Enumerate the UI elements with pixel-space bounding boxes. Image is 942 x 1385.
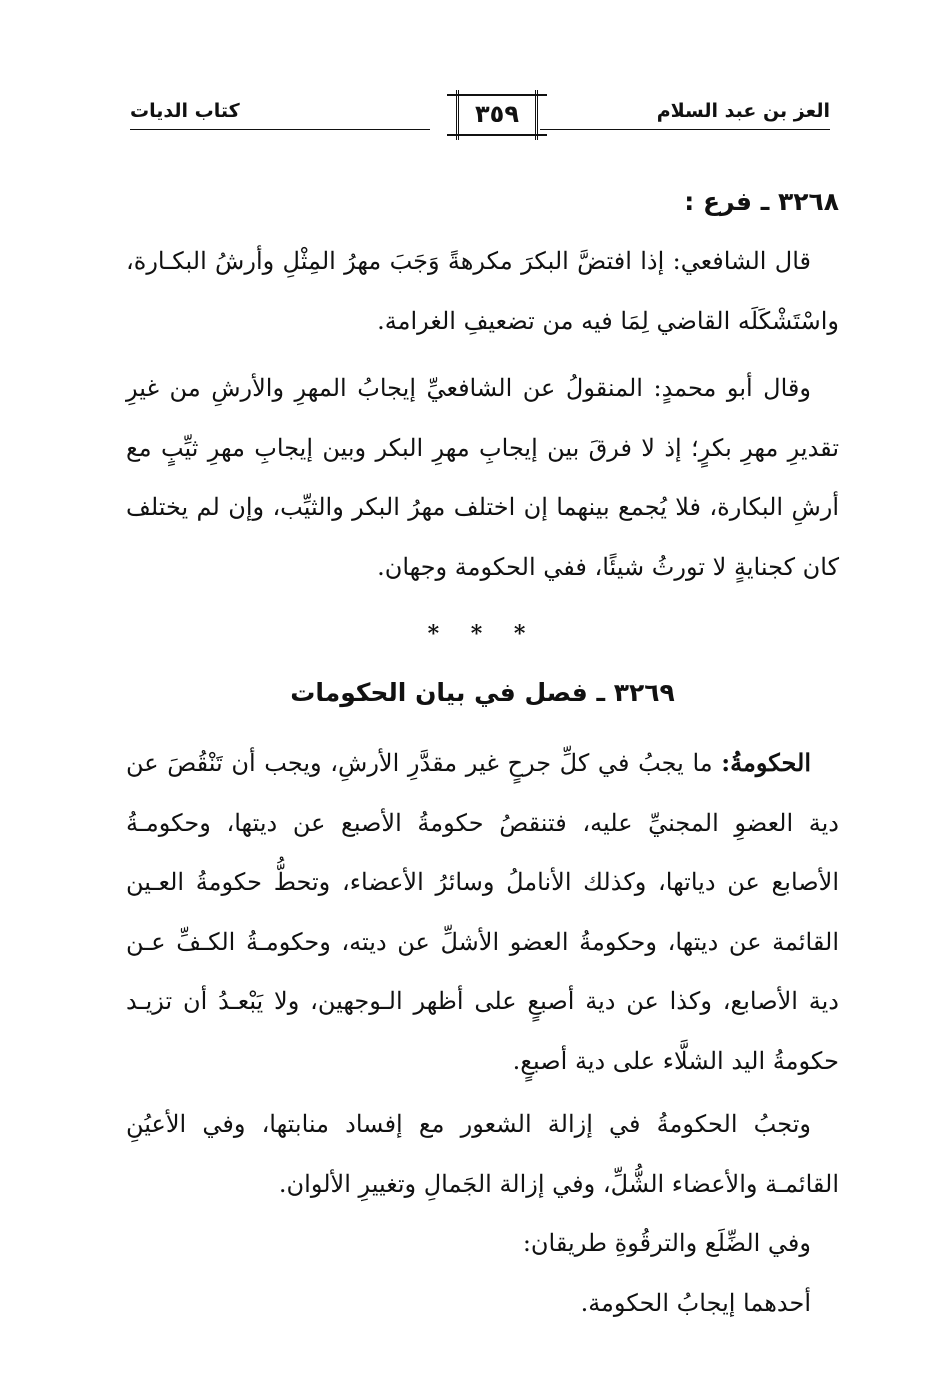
paragraph-hair-removal: وتجبُ الحكومةُ في إزالة الشعور مع إفساد منابتها، وفي الأعيُنِ القائمـة والأعضاء الشُّلِّ، وفي إزالة الجَمالِ وتغييرِ الألوان.	[126, 1110, 839, 1198]
section-heading-3268: ٣٢٦٨ ـ فرع :	[684, 187, 839, 216]
page-number: ٣٥٩	[475, 100, 519, 128]
header-rule-left	[130, 129, 430, 130]
definition-text: ما يجبُ في كلِّ جرحٍ غير مقدَّرِ الأرشِ، ويجب أن تَنْقُصَ عن دية العضوِ المجنيِّ عليه، فتنقصُ حكومةُ الأصبع عن ديتها، وحكومـةُ الأصابع عن دياتها، وكذلك الأناملُ وسائرُ الأعضاء، وتحطُّ حكومةُ العـين القائمة عن ديتها، وحكومةُ العضو الأشلِّ عن ديته، وحكومـةُ الكـفِّ عـن دية الأصابع، وكذا عن دية أصبعٍ على أظهر الـوجهين، ولا يَبْعـدُ أن تزيـد حكومةُ اليد الشلَّاء على دية أصبعٍ.	[126, 749, 839, 1075]
page-number-frame	[456, 90, 538, 140]
paragraph-first-method: أحدهما إيجابُ الحكومة.	[580, 1288, 811, 1317]
book-section-title: كتاب الديات	[130, 100, 240, 122]
section-divider: * * *	[427, 621, 538, 647]
paragraph-abu-muhammad: وقال أبو محمدٍ: المنقولُ عن الشافعيِّ إيجابُ المهرِ والأرشِ من غيرِ تقديرِ مهرِ بكرٍ؛ إذ لا فرقَ بين إيجابِ مهرِ البكر وبين إيجابِ مهرِ ثيِّبٍ مع أرشِ البكارة، فلا يُجمع بينهما إن اختلف مهرُ البكر والثيِّب، وإن لم يختلف كان كجنايةٍ لا تورثُ شيئًا، ففي الحكومة وجهان.	[126, 374, 840, 581]
section-heading-3269: ٣٢٦٩ ـ فصل في بيان الحكومات	[290, 678, 675, 707]
header-rule-right	[540, 129, 830, 130]
paragraph-rib-clavicle: وفي الضِّلَع والترقُوةِ طريقان:	[522, 1229, 811, 1257]
paragraph-shafii: قال الشافعي: إذا افتضَّ البكرَ مكرهةً وَجَبَ مهرُ المِثْلِ وأرشُ البكـارة، واسْتَشْكَلَه القاضي لِمَا فيه من تضعيفِ الغرامة.	[126, 247, 839, 335]
main-text	[126, 172, 839, 1333]
author-title: العز بن عبد السلام	[656, 100, 830, 122]
term-hukuma: الحكومةُ:	[721, 748, 811, 777]
running-header	[130, 96, 830, 156]
paragraph-hukuma-definition	[126, 733, 839, 1091]
